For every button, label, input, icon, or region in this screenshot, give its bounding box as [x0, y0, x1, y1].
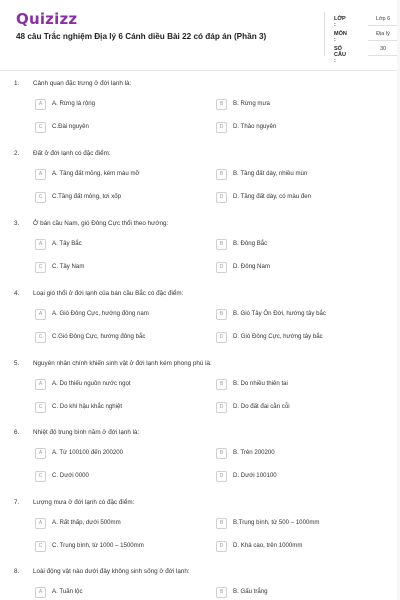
option-b-text: B. Gió Tây Ôn Đới, hướng tây bắc [233, 309, 326, 317]
header-divider [0, 70, 400, 71]
option-a-text: A. Rừng lá rộng [52, 99, 96, 107]
option-b[interactable] [216, 168, 366, 180]
option-a-marker[interactable]: A [35, 448, 46, 459]
option-a[interactable] [35, 378, 185, 390]
option-c[interactable] [35, 540, 185, 552]
option-d-text: D. Dưới 100100 [233, 471, 277, 479]
option-c[interactable] [35, 331, 185, 343]
option-d-text: D. Khá cao, trên 1000mm [233, 541, 303, 549]
option-b-text: B. Do nhiều thiên tai [233, 379, 288, 387]
option-d-text: D. Tầng đất dày, có màu đen [233, 192, 312, 200]
option-b-marker[interactable]: B [216, 309, 227, 320]
option-c-text: C.Đài nguyên [52, 122, 89, 130]
question-text: Cảnh quan đặc trưng ở đới lạnh là: [33, 80, 132, 87]
meta-divider [324, 12, 325, 56]
page-title: 48 câu Trắc nghiệm Địa lý 6 Cánh diều Bài 22 có đáp án (Phần 3) [16, 32, 267, 41]
question-4 [0, 290, 400, 356]
question-text: Loại gió thổi ở đới lạnh của bán cầu Bắc có đặc điểm: [33, 290, 184, 297]
option-d[interactable] [216, 401, 366, 413]
option-d[interactable] [216, 331, 366, 343]
option-a[interactable] [35, 447, 185, 459]
option-d-marker[interactable]: D [216, 262, 227, 273]
question-number: 2. [14, 150, 20, 157]
option-a[interactable] [35, 517, 185, 529]
option-d[interactable] [216, 540, 366, 552]
option-b-marker[interactable]: B [216, 239, 227, 250]
question-text: Nguyên nhân chính khiến sinh vật ở đới lạnh kém phong phú là: [33, 360, 212, 367]
option-c-marker[interactable]: C [35, 402, 46, 413]
option-c-marker[interactable]: C [35, 122, 46, 133]
option-c-marker[interactable]: C [35, 541, 46, 552]
option-b-text: B. Rừng mưa [233, 99, 270, 107]
option-d-marker[interactable]: D [216, 122, 227, 133]
option-c-text: C. Trung bình, từ 1000 – 1500mm [52, 541, 144, 549]
option-a[interactable] [35, 168, 185, 180]
question-3 [0, 220, 400, 286]
option-a-text: A. Tuần lộc [52, 587, 83, 595]
option-d-text: D. Do đất đai cằn cỗi [233, 402, 290, 410]
option-b-marker[interactable]: B [216, 448, 227, 459]
option-a[interactable] [35, 98, 185, 110]
option-c[interactable] [35, 121, 185, 133]
option-c[interactable] [35, 401, 185, 413]
option-b[interactable] [216, 238, 366, 250]
option-d-text: D. Thảo nguyên [233, 122, 277, 130]
question-8 [0, 568, 400, 600]
option-b[interactable] [216, 586, 366, 598]
option-b[interactable] [216, 378, 366, 390]
option-c-marker[interactable]: C [35, 332, 46, 343]
option-a-text: A. Tầng đất mỏng, kém màu mỡ [52, 169, 140, 177]
option-c[interactable] [35, 261, 185, 273]
meta-grade-value: Lớp 6 [368, 14, 398, 26]
question-1 [0, 80, 400, 146]
option-c-text: C.Tầng đất mỏng, tơi xốp [52, 192, 122, 200]
question-text: Ở bán cầu Nam, gió Đông Cực thổi theo hướng: [33, 220, 169, 227]
option-a-marker[interactable]: A [35, 518, 46, 529]
question-number: 3. [14, 220, 20, 227]
question-number: 4. [14, 290, 20, 297]
question-text: Lượng mưa ở đới lạnh có đặc điểm: [33, 499, 135, 506]
option-b-marker[interactable]: B [216, 587, 227, 598]
option-a-text: A. Do thiếu nguồn nước ngọt [52, 379, 131, 387]
page-header [0, 0, 400, 64]
option-b-text: B. Trên 200200 [233, 448, 275, 456]
question-7 [0, 499, 400, 565]
option-c-text: C. Tây Nam [52, 262, 85, 270]
option-a-text: A. Gió Đông Cực, hướng đông nam [52, 309, 149, 317]
question-text: Loài động vật nào dưới đây không sinh sống ở đới lạnh: [33, 568, 190, 575]
option-c[interactable] [35, 191, 185, 203]
question-number: 8. [14, 568, 20, 575]
option-a[interactable] [35, 238, 185, 250]
question-text: Đất ở đới lạnh có đặc điểm: [33, 150, 111, 157]
option-b-marker[interactable]: B [216, 169, 227, 180]
meta-grade-label: LỚP : [334, 16, 346, 28]
option-b-text: B. Tầng đất dày, nhiều mùn [233, 169, 308, 177]
option-d-marker[interactable]: D [216, 402, 227, 413]
option-c-text: C. Do khí hậu khắc nghiệt [52, 402, 123, 410]
option-b-text: B.Trung bình, từ 500 – 1000mm [233, 518, 320, 526]
option-b[interactable] [216, 447, 366, 459]
option-a-text: A. Từ 100100 đến 200200 [52, 448, 124, 456]
option-b-marker[interactable]: B [216, 518, 227, 529]
option-c-marker[interactable]: C [35, 262, 46, 273]
question-number: 7. [14, 499, 20, 506]
option-a-marker[interactable]: A [35, 99, 46, 110]
option-b[interactable] [216, 98, 366, 110]
option-c-marker[interactable]: C [35, 192, 46, 203]
option-a-text: A. Tây Bắc [52, 239, 82, 247]
question-number: 5. [14, 360, 20, 367]
option-d-marker[interactable]: D [216, 471, 227, 482]
question-number: 6. [14, 429, 20, 436]
meta-count-value: 30 [368, 44, 398, 56]
option-d[interactable] [216, 191, 366, 203]
option-a-marker[interactable]: A [35, 169, 46, 180]
option-c[interactable] [35, 470, 185, 482]
option-c-text: C. Dưới 0000 [52, 471, 89, 479]
option-d[interactable] [216, 121, 366, 133]
option-b-marker[interactable]: B [216, 99, 227, 110]
option-d-text: D. Gió Đông Cực, hướng tây bắc [233, 332, 323, 340]
question-5 [0, 360, 400, 426]
question-number: 1. [14, 80, 20, 87]
option-d-marker[interactable]: D [216, 332, 227, 343]
question-2 [0, 150, 400, 216]
option-a-marker[interactable]: A [35, 587, 46, 598]
option-d-marker[interactable]: D [216, 192, 227, 203]
quizizz-logo[interactable]: Quizizz [16, 10, 78, 28]
meta-count-label: SỐ CÂU : [334, 46, 346, 64]
option-a[interactable] [35, 308, 185, 320]
option-b-text: B. Gấu trắng [233, 587, 268, 595]
option-d-marker[interactable]: D [216, 541, 227, 552]
option-c-marker[interactable]: C [35, 471, 46, 482]
option-a[interactable] [35, 586, 185, 598]
meta-subject-label: MÔN : [334, 31, 347, 43]
option-b[interactable] [216, 517, 366, 529]
option-a-marker[interactable]: A [35, 239, 46, 250]
question-6 [0, 429, 400, 495]
option-b-marker[interactable]: B [216, 379, 227, 390]
option-d[interactable] [216, 261, 366, 273]
option-c-text: C.Gió Đông Cực, hướng đông bắc [52, 332, 146, 340]
option-d-text: D. Đông Nam [233, 262, 270, 270]
option-b[interactable] [216, 308, 366, 320]
option-d[interactable] [216, 470, 366, 482]
option-b-text: B. Đông Bắc [233, 239, 268, 247]
option-a-marker[interactable]: A [35, 309, 46, 320]
question-text: Nhiệt độ trung bình năm ở đới lạnh là: [33, 429, 140, 436]
option-a-marker[interactable]: A [35, 379, 46, 390]
option-a-text: A. Rất thấp, dưới 500mm [52, 518, 121, 526]
meta-subject-value: Địa lý [368, 29, 398, 41]
